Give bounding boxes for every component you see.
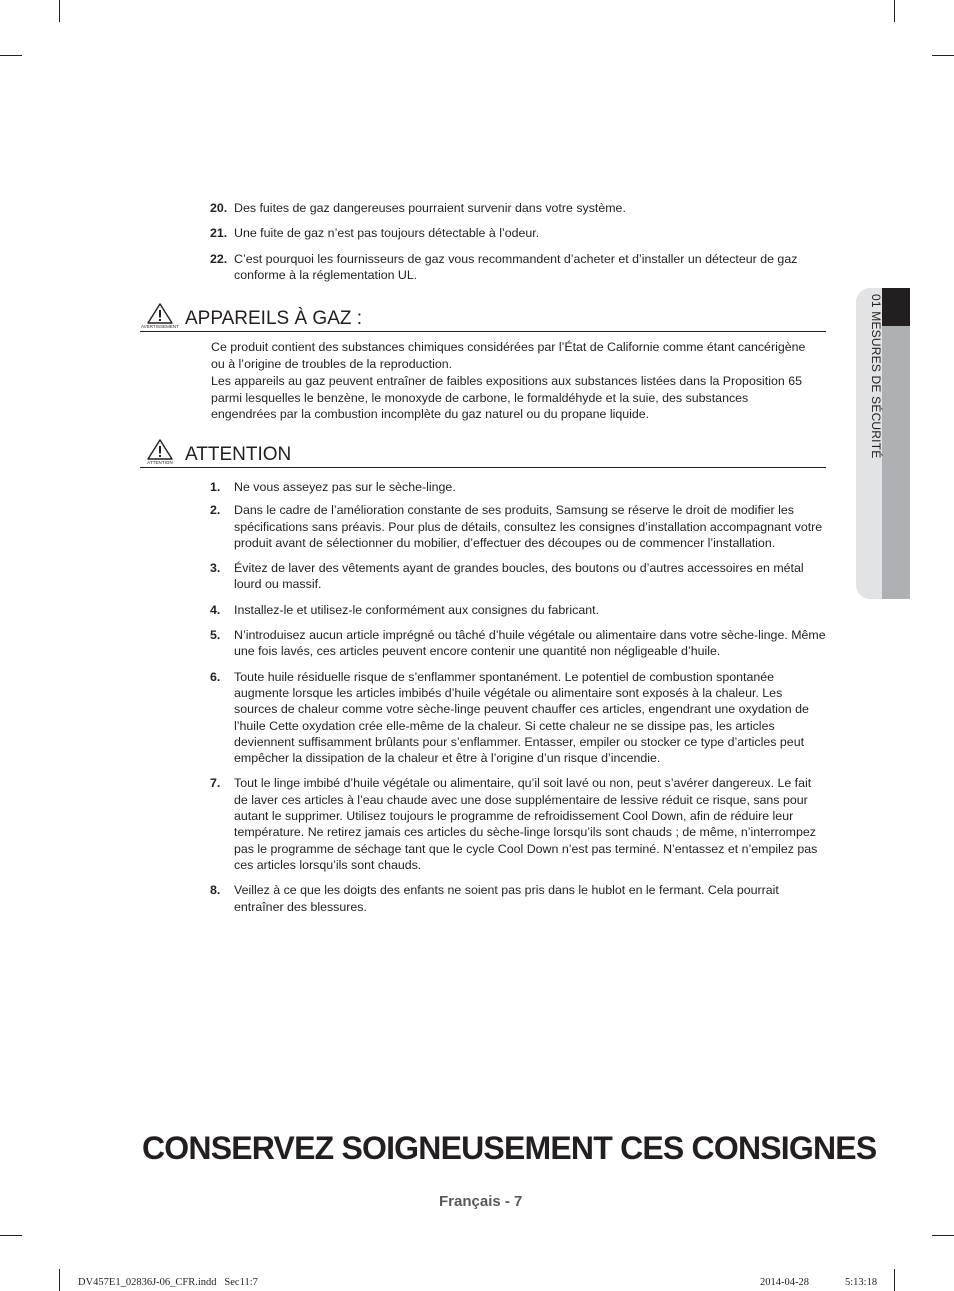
crop-mark xyxy=(932,55,954,56)
caution-icon xyxy=(140,439,180,465)
item-number: 21. xyxy=(210,226,228,241)
item-number: 1. xyxy=(210,480,221,494)
item-text: Toute huile résiduelle risque de s’enflammer spontanément. Le potentiel de combustion spontanée augmente lorsque les articles imbibés d’huile végétale ou alimentaire sont exposés à la chaleur. Les sources de chaleur comme votre sèche-linge peuvent chauffer ces articles, engendrant une oxydation de l’huile Cette oxydation crée elle-même de la chaleur. Si cette chaleur ne se dissipe pas, les articles deviennent suffisamment brûlants pour s’enflammer. Entasser, empiler ou stocker ce type d’articles peut empêcher la dissipation de la chaleur et être à l’origine d’un risque d’incendie. xyxy=(234,669,809,766)
item-text: Installez-le et utilisez-le conformément aux consignes du fabricant. xyxy=(234,602,600,617)
caution-caption: ATTENTION xyxy=(147,460,173,465)
crop-mark xyxy=(0,1235,22,1236)
item-number: 20. xyxy=(210,201,228,215)
item-text: C’est pourquoi les fournisseurs de gaz vous recommandent d’acheter et d’installer un détecteur de gaz conforme à la réglementation UL. xyxy=(234,251,798,282)
chapter-tab-marker xyxy=(882,288,910,326)
list-item xyxy=(210,225,826,241)
print-slug-file: DV457E1_02836J-06_CFR.indd Sec11:7 xyxy=(78,1277,258,1288)
gas-section-title: APPAREILS À GAZ : xyxy=(185,308,363,329)
list-item xyxy=(210,775,826,873)
item-number: 8. xyxy=(210,883,221,898)
warning-caption: AVERTISSEMENT xyxy=(141,324,179,329)
numbered-list-top xyxy=(210,200,826,283)
crop-mark xyxy=(59,1269,60,1291)
print-slug-time: 5:13:18 xyxy=(845,1277,878,1288)
item-number: 6. xyxy=(210,669,221,684)
list-item xyxy=(210,200,826,216)
attention-section-header xyxy=(140,436,826,468)
item-text: Veillez à ce que les doigts des enfants ne soient pas pris dans le hublot en le fermant. Cela pourrait entraîner des blessures. xyxy=(234,883,779,914)
list-item xyxy=(210,882,826,915)
item-text: Des fuites de gaz dangereuses pourraient survenir dans votre système. xyxy=(234,201,626,215)
gas-paragraph: Ce produit contient des substances chimiques considérées par l’État de Californie comme étant cancérigène ou à l’origine de troubles de la reproduction. xyxy=(211,340,806,371)
crop-mark xyxy=(0,55,22,56)
item-number: 22. xyxy=(210,251,228,266)
list-item xyxy=(210,502,826,551)
item-text: Dans le cadre de l’amélioration constante de ses produits, Samsung se réserve le droit de modifier les spécifications sans préavis. Pour plus de détails, consultez les consignes d’installation accompagnant votre produit avant de sélectionner du mobilier, d’effectuer des découpes ou de commencer l’installation. xyxy=(234,503,823,550)
page-number: Français - 7 xyxy=(439,1193,523,1210)
attention-section-title: ATTENTION xyxy=(185,444,292,465)
item-number: 2. xyxy=(210,503,221,518)
list-item xyxy=(210,602,826,618)
warning-icon xyxy=(140,303,180,329)
crop-mark xyxy=(932,1235,954,1236)
footer-title: CONSERVEZ SOIGNEUSEMENT CES CONSIGNES xyxy=(142,1130,877,1166)
item-text: Une fuite de gaz n’est pas toujours détectable à l’odeur. xyxy=(234,226,540,241)
item-number: 7. xyxy=(210,776,221,791)
item-number: 4. xyxy=(210,602,221,617)
list-item xyxy=(210,627,826,660)
crop-mark xyxy=(894,1269,895,1291)
chapter-tab-strip xyxy=(882,288,910,599)
list-item xyxy=(210,251,826,284)
list-item xyxy=(210,479,826,495)
gas-paragraph: Les appareils au gaz peuvent entraîner de faibles expositions aux substances listées dans la Proposition 65 parmi lesquelles le benzène, le monoxyde de carbone, le formaldéhyde et la suie, des substances engendrées par la combustion incomplète du gaz naturel ou du propane liquide. xyxy=(211,374,802,421)
print-slug-date: 2014-04-28 xyxy=(760,1277,809,1288)
crop-mark xyxy=(894,0,895,22)
crop-mark xyxy=(59,0,60,22)
list-item xyxy=(210,560,826,593)
list-item xyxy=(210,669,826,767)
item-text: Tout le linge imbibé d’huile végétale ou alimentaire, qu’il soit lavé ou non, peut s’avérer dangereux. Le fait de laver ces articles à l’eau chaude avec une dose supplémentaire de lessive réduit ce risque, sans pour autant le supprimer. Utilisez toujours le programme de refroidissement Cool Down, afin de réduire leur température. Ne retirez jamais ces articles du sèche-linge lorsqu’ils sont chauds ; de même, n’interrompez pas le programme de séchage tant que le cycle Cool Down n’est pas terminé. N’entassez et n’empilez pas ces articles lorsqu’ils sont chauds. xyxy=(234,776,818,872)
item-text: Ne vous asseyez pas sur le sèche-linge. xyxy=(234,480,456,494)
chapter-tab-label: 01 MESURES DE SÉCURITÉ xyxy=(869,294,883,459)
item-number: 3. xyxy=(210,561,221,576)
item-number: 5. xyxy=(210,628,221,643)
gas-section-header xyxy=(140,300,826,332)
numbered-list-attention xyxy=(210,479,826,915)
item-text: N’introduisez aucun article imprégné ou tâché d’huile végétale ou alimentaire dans votre sèche-linge. Même une fois lavés, ces articles peuvent encore contenir une quantité non négligeable d’huile. xyxy=(234,628,826,659)
item-text: Évitez de laver des vêtements ayant de grandes boucles, des boutons ou d’autres accessoires en métal lourd ou massif. xyxy=(234,561,804,592)
